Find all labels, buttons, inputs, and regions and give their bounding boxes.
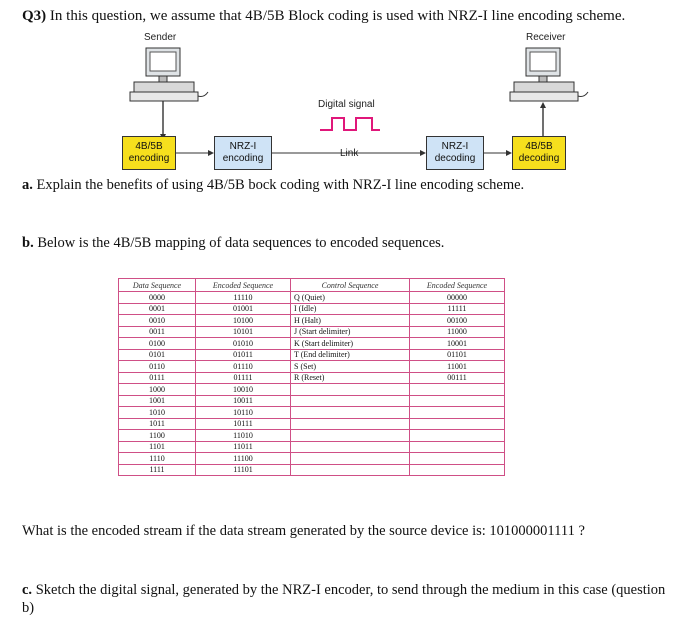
table-row: [119, 349, 505, 361]
header-data-sequence: Data Sequence: [119, 279, 196, 292]
control-encoded-cell: 10001: [410, 338, 505, 350]
encoded-sequence-cell: 10111: [196, 418, 291, 430]
encoded-sequence-cell: 11110: [196, 292, 291, 304]
box-nrzi-encoding-label: NRZ-I encoding: [222, 141, 264, 164]
control-sequence-cell: [291, 453, 410, 465]
part-a: [22, 177, 524, 194]
box-nrzi-decoding: [426, 136, 484, 170]
mapping-table: [118, 278, 505, 476]
table-row: [119, 395, 505, 407]
table-row: [119, 441, 505, 453]
control-encoded-cell: [410, 453, 505, 465]
sender-label: Sender: [144, 32, 177, 43]
data-sequence-cell: 0001: [119, 303, 196, 315]
data-sequence-cell: 0000: [119, 292, 196, 304]
part-c-label: c.: [22, 582, 33, 598]
control-sequence-cell: [291, 384, 410, 396]
table-row: [119, 326, 505, 338]
table-header-row: [119, 279, 505, 292]
encoded-stream-question: What is the encoded stream if the data stream generated by the source device is: 101000001111 ?: [22, 523, 585, 539]
encoded-sequence-cell: 11100: [196, 453, 291, 465]
control-encoded-cell: [410, 418, 505, 430]
data-sequence-cell: 1101: [119, 441, 196, 453]
receiver-label: Receiver: [526, 32, 566, 43]
part-a-label: a.: [22, 177, 33, 193]
control-sequence-cell: K (Start delimiter): [291, 338, 410, 350]
data-sequence-cell: 0101: [119, 349, 196, 361]
table-row: [119, 361, 505, 373]
table-row: [119, 430, 505, 442]
control-sequence-cell: [291, 441, 410, 453]
part-a-text: Explain the benefits of using 4B/5B bock coding with NRZ-I line encoding scheme.: [32, 177, 525, 193]
encoded-sequence-cell: 10110: [196, 407, 291, 419]
part-b-label: b.: [22, 235, 34, 251]
receiver-computer-icon: [510, 48, 588, 138]
box-4b5b-decoding-label: 4B/5B decoding: [518, 141, 560, 164]
question-text: In this question, we assume that 4B/5B Block coding is used with NRZ-I line encoding scheme.: [46, 8, 626, 24]
table-row: [119, 464, 505, 476]
control-encoded-cell: [410, 464, 505, 476]
question-title: [22, 8, 625, 25]
control-encoded-cell: [410, 441, 505, 453]
encoded-sequence-cell: 01111: [196, 372, 291, 384]
control-sequence-cell: S (Set): [291, 361, 410, 373]
encoded-sequence-cell: 01110: [196, 361, 291, 373]
encoded-sequence-cell: 11101: [196, 464, 291, 476]
control-encoded-cell: 00000: [410, 292, 505, 304]
data-sequence-cell: 1100: [119, 430, 196, 442]
part-c-text: Sketch the digital signal, generated by the NRZ-I encoder, to send through the medium in this case (question: [32, 582, 666, 598]
data-sequence-cell: 1010: [119, 407, 196, 419]
data-sequence-cell: 1011: [119, 418, 196, 430]
part-b: [22, 235, 444, 252]
header-encoded-sequence-2: Encoded Sequence: [410, 279, 505, 292]
encoding-diagram: [110, 28, 590, 168]
data-sequence-cell: 0111: [119, 372, 196, 384]
table-row: [119, 338, 505, 350]
part-c: [22, 582, 665, 599]
part-c-continuation: b): [22, 600, 35, 616]
encoded-sequence-cell: 11010: [196, 430, 291, 442]
control-encoded-cell: [410, 384, 505, 396]
data-sequence-cell: 0011: [119, 326, 196, 338]
data-sequence-cell: 1110: [119, 453, 196, 465]
table-row: [119, 372, 505, 384]
encoded-sequence-cell: 01001: [196, 303, 291, 315]
control-sequence-cell: [291, 395, 410, 407]
header-encoded-sequence: Encoded Sequence: [196, 279, 291, 292]
control-encoded-cell: 00111: [410, 372, 505, 384]
table-row: [119, 453, 505, 465]
encoded-sequence-cell: 10101: [196, 326, 291, 338]
data-sequence-cell: 1111: [119, 464, 196, 476]
box-4b5b-encoding: [122, 136, 176, 170]
data-sequence-cell: 0100: [119, 338, 196, 350]
control-encoded-cell: [410, 407, 505, 419]
control-encoded-cell: 11001: [410, 361, 505, 373]
control-sequence-cell: [291, 407, 410, 419]
table-body: [119, 292, 505, 476]
sender-computer-icon: [130, 48, 208, 140]
control-encoded-cell: 01101: [410, 349, 505, 361]
box-4b5b-decoding: [512, 136, 566, 170]
question-number: Q3): [22, 8, 47, 24]
encoded-sequence-cell: 11011: [196, 441, 291, 453]
control-sequence-cell: T (End delimiter): [291, 349, 410, 361]
table-row: [119, 292, 505, 304]
control-sequence-cell: [291, 464, 410, 476]
control-encoded-cell: [410, 430, 505, 442]
data-sequence-cell: 0110: [119, 361, 196, 373]
encoded-sequence-cell: 10010: [196, 384, 291, 396]
control-sequence-cell: R (Reset): [291, 372, 410, 384]
table-row: [119, 384, 505, 396]
encoded-sequence-cell: 01011: [196, 349, 291, 361]
data-sequence-cell: 1000: [119, 384, 196, 396]
control-sequence-cell: J (Start delimiter): [291, 326, 410, 338]
digital-signal-waveform: [320, 118, 380, 130]
box-nrzi-decoding-label: NRZ-I decoding: [434, 141, 476, 164]
control-sequence-cell: [291, 418, 410, 430]
digital-signal-label: Digital signal: [318, 99, 375, 110]
control-sequence-cell: Q (Quiet): [291, 292, 410, 304]
part-b-text: Below is the 4B/5B mapping of data sequences to encoded sequences.: [33, 235, 445, 251]
table-row: [119, 315, 505, 327]
encoded-sequence-cell: 01010: [196, 338, 291, 350]
data-sequence-cell: 1001: [119, 395, 196, 407]
control-encoded-cell: [410, 395, 505, 407]
data-sequence-cell: 0010: [119, 315, 196, 327]
control-sequence-cell: [291, 430, 410, 442]
box-4b5b-encoding-label: 4B/5B encoding: [128, 141, 170, 164]
box-nrzi-encoding: [214, 136, 272, 170]
encoded-sequence-cell: 10011: [196, 395, 291, 407]
control-encoded-cell: 00100: [410, 315, 505, 327]
link-label: Link: [340, 148, 359, 159]
header-control-sequence: Control Sequence: [291, 279, 410, 292]
encoded-sequence-cell: 10100: [196, 315, 291, 327]
table-row: [119, 418, 505, 430]
table-row: [119, 303, 505, 315]
control-sequence-cell: H (Halt): [291, 315, 410, 327]
control-encoded-cell: 11000: [410, 326, 505, 338]
control-sequence-cell: I (Idle): [291, 303, 410, 315]
table-row: [119, 407, 505, 419]
control-encoded-cell: 11111: [410, 303, 505, 315]
